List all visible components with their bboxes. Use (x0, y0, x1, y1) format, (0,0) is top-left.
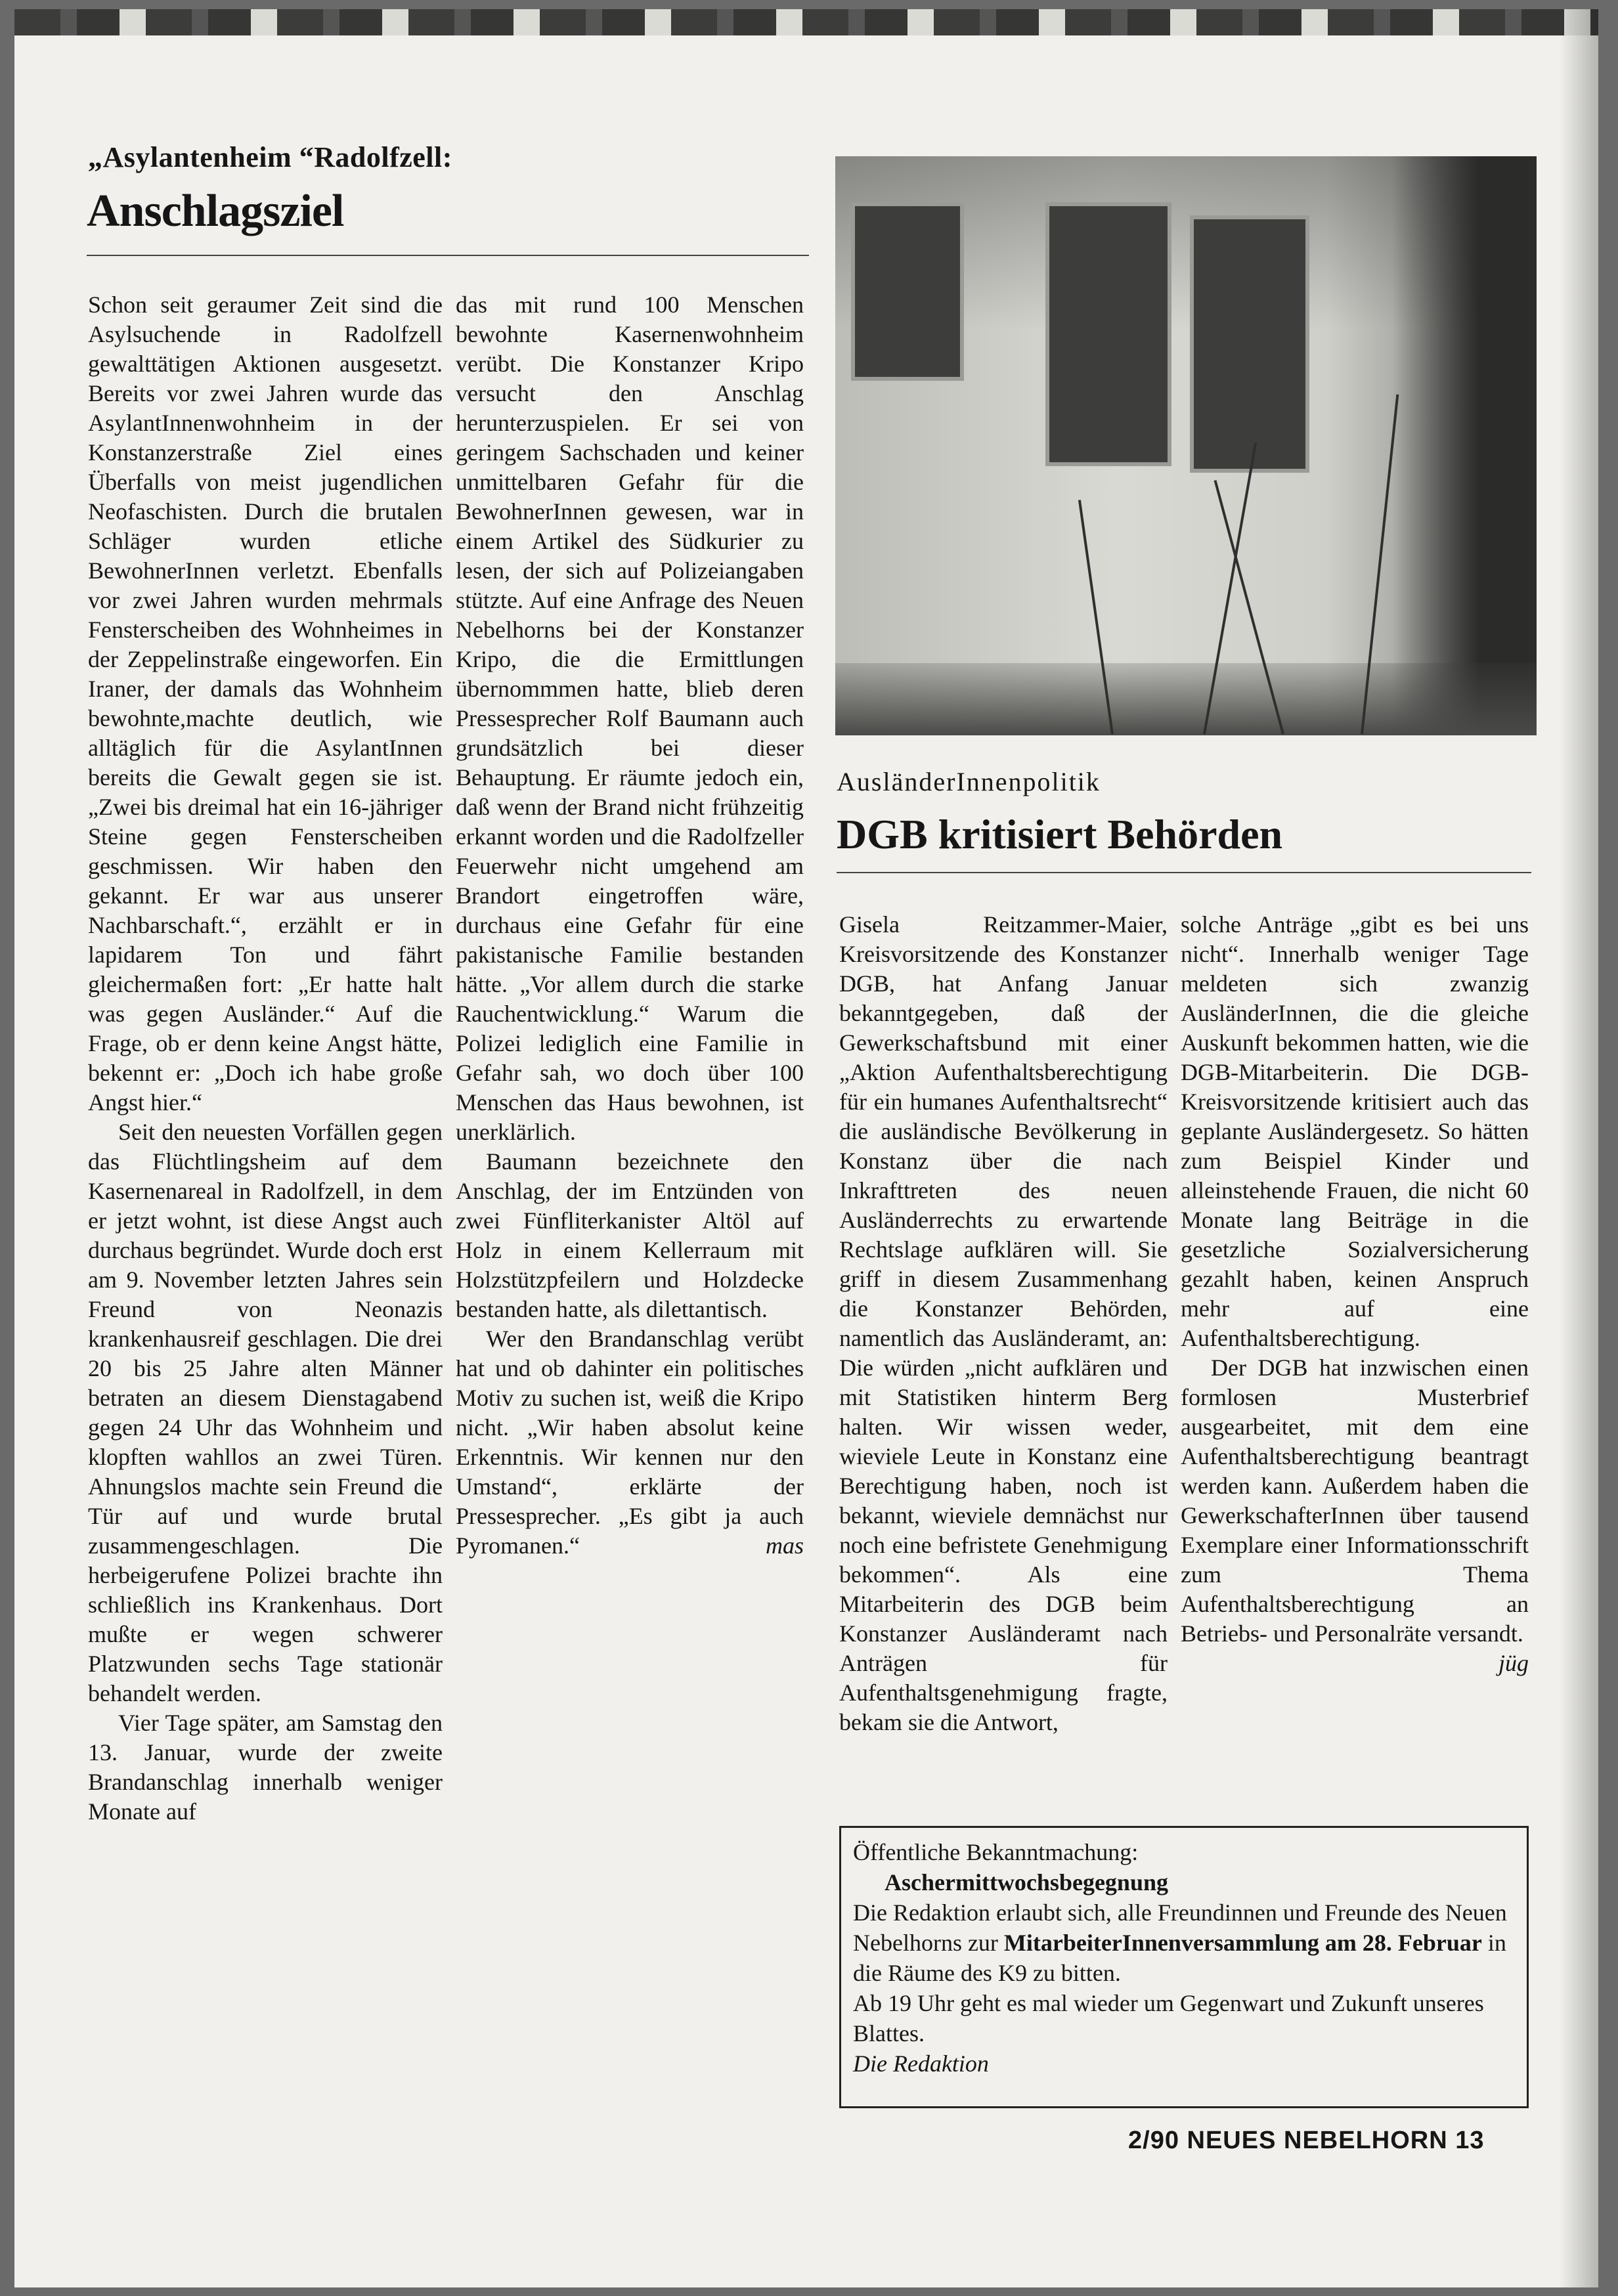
article2-headline: DGB kritisiert Behörden (837, 811, 1283, 857)
building-photo (835, 156, 1537, 735)
article1-column-1 (88, 290, 443, 1827)
article1-headline-rule (87, 255, 809, 256)
notice-invitation-highlight: MitarbeiterInnenversammlung am 28. Februar (1003, 1930, 1482, 1956)
page-edge-shadow (1559, 9, 1598, 2287)
article1-column-2 (456, 290, 804, 1561)
notice-invitation (853, 1897, 1515, 1988)
article2-paragraph: solche Anträge „gibt es bei uns nicht“. Innerhalb weniger Tage meldeten sich zwanzig AusländerInnen, die die gleiche Auskunft bekommen hatten, wie die DGB-Mitarbeiterin. Die DGB-Kreisvorsitzende kritisiert auch das geplante Ausländergesetz. So hätten zum Beispiel Kinder und alleinstehende Frauen, die nicht 60 Monate lang Beiträge in die gesetzliche Sozialversicherung gezahlt haben, keinen Anspruch mehr auf eine Aufenthaltsberechtigung. (1181, 911, 1529, 1351)
article1-paragraph-text: Wer den Brandanschlag verübt hat und ob dahinter ein politisches Motiv zu suchen ist, weiß die Kripo nicht. „Wir haben absolut keine Erkenntnis. Wir kennen nur den Umstand“, erklärte der Pressesprecher. „Es gibt ja auch Pyromanen.“ (456, 1326, 804, 1559)
notice-subtitle: Aschermittwochsbegegnung (885, 1869, 1168, 1895)
article1-signature: mas (765, 1532, 804, 1559)
notice-time: Ab 19 Uhr geht es mal wieder um Gegenwart und Zukunft unseres Blattes. (853, 1990, 1484, 2047)
article1-paragraph: Baumann bezeichnete den Anschlag, der im Entzünden von zwei Fünfliterkanister Altöl auf Holz in einem Kellerraum mit Holzstützpfeilern und Holzdecke bestanden hatte, als dilettantisch. (456, 1148, 804, 1322)
article2-headline-rule (837, 872, 1531, 873)
page-footer: 2/90 NEUES NEBELHORN 13 (1128, 2127, 1485, 2154)
notice-invitation-text-end: in die Räume des K9 zu bitten. (853, 1930, 1506, 1986)
notice-title: Öffentliche Bekanntmachung: (853, 1839, 1139, 1865)
article2-column-2 (1181, 910, 1529, 1678)
article1-kicker: „Asylantenheim “Radolfzell: (88, 141, 452, 173)
article1-paragraph: Seit den neuesten Vorfällen gegen das Flüchtlingsheim auf dem Kasernenareal in Radolfzell, in dem er jetzt wohnt, ist diese Angst auch durchaus begründet. Wurde doch erst am 9. November letzten Jahres sein Freund von Neonazis krankenhausreif geschlagen. Die drei 20 bis 25 Jahre alten Männer betraten an diesem Dienstagabend gegen 24 Uhr das Wohnheim und klopften wahllos an zwei Türen. Ahnungslos machte sein Freund die Tür auf und wurde brutal zusammengeschlagen. Die herbeigerufene Polizei brachte ihn schließlich ins Krankenhaus. Dort mußte er wegen schwerer Platzwunden sechs Tage stationär behandelt werden. (88, 1119, 443, 1706)
article2-signature: jüg (1498, 1650, 1529, 1676)
article2-column-1 (839, 910, 1168, 1737)
article1-paragraph: Vier Tage später, am Samstag den 13. Januar, wurde der zweite Brandanschlag innerhalb weniger Monate auf (88, 1710, 443, 1825)
notice-invitation-text: Die Redaktion erlaubt sich, alle Freundinnen und Freunde des Neuen Nebelhorns zur (853, 1899, 1507, 1956)
article2-section-label: AusländerInnenpolitik (837, 767, 1101, 796)
window-shape (1045, 202, 1171, 466)
public-notice-box (839, 1826, 1529, 2108)
window-shape (1190, 215, 1309, 473)
article2-paragraph: Gisela Reitzammer-Maier, Kreisvorsitzende des Konstanzer DGB, hat Anfang Januar bekanntgegeben, daß der Gewerkschaftsbund mit einer „Aktion Aufenthaltsberechtigung für ein humanes Aufenthaltsrecht“ die ausländische Bevölkerung in Konstanz über die nach Inkrafttreten des neuen Ausländerrechts zu erwartende Rechtslage aufklären will. Sie griff in diesem Zusammenhang die Konstanzer Behörden, namentlich das Ausländeramt, an: Die würden „nicht aufklären und mit Statistiken hinterm Berg halten. Wir wissen weder, wieviele Leute in Konstanz eine Berechtigung haben, noch ist bekannt, wieviele demnächst nur noch eine befristete Genehmigung bekommen“. Als eine Mitarbeiterin des DGB beim Konstanzer Ausländeramt nach Anträgen für Aufenthaltsgenehmigung fragte, bekam sie die Antwort, (839, 911, 1168, 1735)
article2-paragraph-text: Der DGB hat inzwischen einen formlosen Musterbrief ausgearbeitet, mit dem eine Aufenthaltsberechtigung beantragt werden kann. Außerdem haben die GewerkschafterInnen über tausend Exemplare einer Informationsschrift zum Thema Aufenthaltsberechtigung an Betriebs- und Personalräte versandt. (1181, 1354, 1529, 1647)
newspaper-page (14, 9, 1598, 2287)
tree-shadow (1392, 156, 1537, 735)
window-shape (851, 202, 964, 381)
article2-paragraph (1181, 1353, 1529, 1676)
article1-paragraph: das mit rund 100 Menschen bewohnte Kasernenwohnheim verübt. Die Konstanzer Kripo versucht den Anschlag herunterzuspielen. Er sei von geringem Sachschaden und keiner unmittelbaren Gefahr für die BewohnerInnen gewesen, war in einem Artikel des Südkurier zu lesen, der sich auf Polizeiangaben stützte. Auf eine Anfrage des Neuen Nebelhorns bei der Konstanzer Kripo, die die Ermittlungen übernommmen hatte, blieb deren Pressesprecher Rolf Baumann auch grundsätzlich bei dieser Behauptung. Er räumte jedoch ein, daß wenn der Brand nicht frühzeitig erkannt worden und die Radolfzeller Feuerwehr nicht umgehend am Brandort eingetroffen wäre, durchaus eine Gefahr für eine pakistanische Familie bestanden hätte. „Vor allem durch die starke Rauchentwicklung.“ Warum die Polizei lediglich eine Familie in Gefahr sah, wo doch über 100 Menschen das Haus bewohnen, ist unerklärlich. (456, 292, 804, 1145)
ground-shadow (835, 663, 1537, 735)
article1-headline: Anschlagsziel (87, 186, 344, 236)
article1-paragraph (456, 1324, 804, 1561)
previous-page-edge (14, 9, 1598, 35)
article1-paragraph: Schon seit geraumer Zeit sind die Asylsuchende in Radolfzell gewalttätigen Aktionen ausgesetzt. Bereits vor zwei Jahren wurde das AsylantInnenwohnheim in der Konstanzerstraße Ziel eines Überfalls von meist jugendlichen Neofaschisten. Durch die brutalen Schläger wurden etliche BewohnerInnen verletzt. Ebenfalls vor zwei Jahren wurden mehrmals Fensterscheiben des Wohnheimes in der Zeppelinstraße eingeworfen. Ein Iraner, der damals das Wohnheim bewohnte,machte deutlich, wie alltäglich für die AsylantInnen bereits die Gewalt gegen sie ist. „Zwei bis dreimal hat ein 16-jähriger Steine gegen Fensterscheiben geschmissen. Wir haben den gekannt. Er war aus unserer Nachbarschaft.“, erzählt er in lapidarem Ton und fährt gleichermaßen fort: „Er hatte halt was gegen Ausländer.“ Auf die Frage, ob er denn keine Angst hätte, bekennt er: „Doch ich habe große Angst hier.“ (88, 292, 443, 1116)
notice-signature: Die Redaktion (853, 2050, 989, 2077)
